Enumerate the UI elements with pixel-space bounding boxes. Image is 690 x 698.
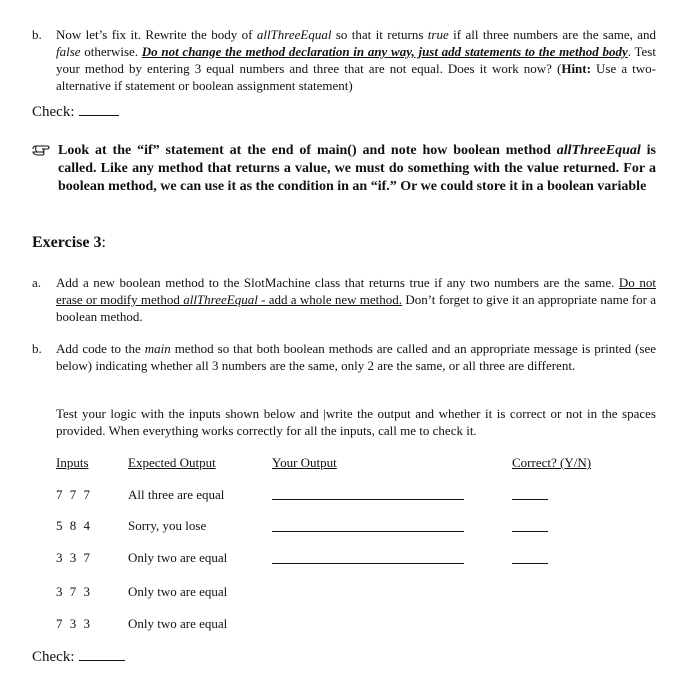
row-3-inputs: 3 3 7: [56, 550, 92, 565]
part-b-instructions: [56, 26, 656, 94]
exercise-title: Exercise 3: [32, 234, 102, 251]
text: Don’t forget to give it an appropriate name for a boolean method.: [56, 292, 656, 324]
text: - add a whole new method.: [257, 292, 403, 307]
row-3-expected: Only two are equal: [128, 550, 228, 565]
keyword-false: false: [56, 44, 81, 59]
text: so that it returns: [331, 27, 428, 42]
colon: :: [101, 234, 106, 251]
check-blank: [79, 649, 125, 661]
row-2-expected: Sorry, you lose: [128, 518, 207, 533]
text: . Test your method by entering 3 equal numbers and three that are not equal. Does it work now? (: [56, 44, 656, 76]
text: method so that both boolean methods are called and an appropriate message is printed (see below) indicating whether all 3 numbers are the same, only 2 are the same, or all three are different.: [56, 341, 656, 373]
hint-label: Hint:: [561, 61, 591, 76]
text: Look at the “if” statement at the end of main() and note how boolean method: [58, 143, 557, 158]
row-1-expected: All three are equal: [128, 487, 225, 502]
row-2-inputs: 5 8 4: [56, 518, 92, 533]
row-2-your-output-blank[interactable]: [272, 531, 464, 532]
method-name: allThreeEqual: [556, 143, 641, 158]
pointing-hand-icon: [32, 140, 56, 156]
item-b-marker: b.: [32, 341, 42, 356]
text: Now let’s fix it. Rewrite the body of: [56, 27, 257, 42]
text: if all three numbers are the same, and: [448, 27, 657, 42]
emphasis-text: Do not change the method declaration in any way, just add statements to the method body: [141, 44, 628, 59]
header-expected-output: Expected Output: [128, 455, 216, 470]
text: is called. Like any method that returns a value, we must do something with the value returned. For a boolean method, we can use it as the condition in an “if.” Or we could store it in a boolean variable: [58, 143, 656, 194]
header-your-output: Your Output: [272, 455, 337, 470]
method-name: main: [144, 341, 171, 356]
text: Add a new boolean method to the SlotMachine class that returns true if any two numbers are the same.: [56, 275, 619, 290]
check-row-1: [32, 104, 119, 121]
text: Do not erase or modify method: [56, 275, 656, 307]
text: otherwise.: [80, 44, 142, 59]
part-b-marker: b.: [32, 27, 42, 42]
row-3-your-output-blank[interactable]: [272, 563, 464, 564]
item-b-text: [56, 340, 656, 374]
row-1-inputs: 7 7 7: [56, 487, 92, 502]
header-correct: Correct? (Y/N): [512, 455, 592, 470]
exercise-heading: [32, 234, 106, 252]
check-label: Check:: [32, 649, 75, 665]
row-1-your-output-blank[interactable]: [272, 499, 464, 500]
row-3-correct-blank[interactable]: [512, 563, 548, 564]
row-5-expected: Only two are equal: [128, 616, 228, 631]
method-name: allThreeEqual: [183, 292, 258, 307]
header-inputs: Inputs: [56, 455, 89, 470]
keyword-true: true: [427, 27, 449, 42]
check-label: Check:: [32, 104, 75, 120]
text: Use a two-alternative if statement or boolean assignment statement): [56, 61, 656, 93]
check-blank: [79, 104, 119, 116]
row-4-inputs: 3 7 3: [56, 584, 92, 599]
row-4-expected: Only two are equal: [128, 584, 228, 599]
text: Add code to the: [56, 341, 145, 356]
test-instructions: Test your logic with the inputs shown below and |write the output and whether it is correct or not in the spaces provided. When everything works correctly for all the inputs, call me to check it.: [56, 406, 656, 438]
item-a-text: [56, 274, 656, 325]
check-row-2: [32, 649, 125, 666]
item-a-marker: a.: [32, 275, 42, 290]
note-paragraph: [58, 142, 656, 196]
method-name: allThreeEqual: [256, 27, 332, 42]
row-1-correct-blank[interactable]: [512, 499, 548, 500]
row-2-correct-blank[interactable]: [512, 531, 548, 532]
row-5-inputs: 7 3 3: [56, 616, 92, 631]
